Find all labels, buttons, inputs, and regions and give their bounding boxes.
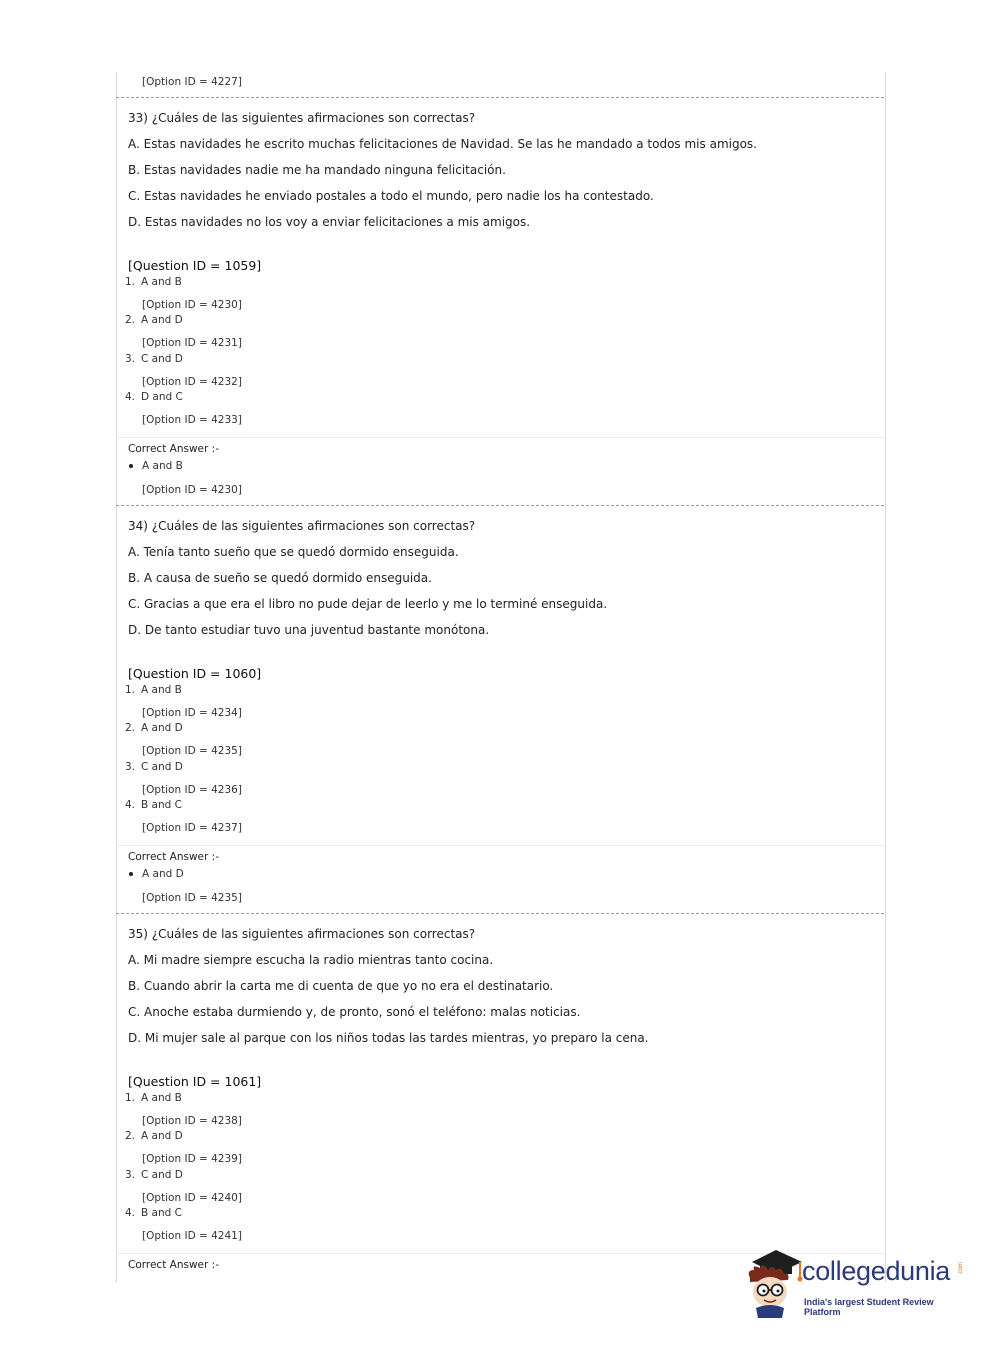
option-number: 4. [125,391,136,403]
option-text: D and C [141,391,183,403]
divider [116,437,884,438]
correct-answer-label: Correct Answer :- [128,851,219,863]
option-item [125,799,182,811]
option-number: 1. [125,276,136,288]
brand-name: collegedunia [802,1256,951,1286]
option-item [125,391,183,403]
option-number: 2. [125,314,136,326]
option-id: [Option ID = 4232] [142,376,242,388]
option-number: 2. [125,722,136,734]
question-title: 35) ¿Cuáles de las siguientes afirmaciones son correctas? [128,927,476,941]
option-id: [Option ID = 4230] [142,299,242,311]
option-item [125,722,183,734]
statement-d: D. Mi mujer sale al parque con los niños todas las tardes mientras, yo preparo la cena. [128,1031,649,1045]
statement-c: C. Estas navidades he enviado postales a todo el mundo, pero nadie los ha contestado. [128,189,654,203]
option-id: [Option ID = 4239] [142,1153,242,1165]
option-number: 4. [125,1207,136,1219]
divider [116,97,884,98]
statement-b: B. Estas navidades nadie me ha mandado ninguna felicitación. [128,163,506,177]
correct-answer-text: A and D [142,868,184,880]
option-id: [Option ID = 4235] [142,892,242,904]
option-item [125,1092,182,1104]
divider [116,505,884,506]
option-id: [Option ID = 4230] [142,484,242,496]
option-id: [Option ID = 4233] [142,414,242,426]
option-text: B and C [141,1207,182,1219]
option-id: [Option ID = 4241] [142,1230,242,1242]
divider [116,913,884,914]
statement-b: B. Cuando abrir la carta me di cuenta de que yo no era el destinatario. [128,979,554,993]
brand-suffix: .com [958,1262,964,1276]
option-id: [Option ID = 4240] [142,1192,242,1204]
correct-answer [128,460,183,472]
option-item [125,1130,183,1142]
divider [116,845,884,846]
option-id: [Option ID = 4235] [142,745,242,757]
option-item [125,353,183,365]
option-id: [Option ID = 4236] [142,784,242,796]
option-text: A and D [141,722,183,734]
correct-answer-text: A and B [142,460,183,472]
option-id: [Option ID = 4237] [142,822,242,834]
question-title: 33) ¿Cuáles de las siguientes afirmaciones son correctas? [128,111,476,125]
option-number: 1. [125,1092,136,1104]
collegedunia-logo [742,1248,972,1320]
option-item [125,276,182,288]
option-id: [Option ID = 4231] [142,337,242,349]
option-text: A and B [141,276,182,288]
mascot-icon [742,1248,804,1320]
option-text: B and C [141,799,182,811]
option-id: [Option ID = 4227] [142,76,242,88]
option-text: C and D [141,761,183,773]
statement-d: D. Estas navidades no los voy a enviar felicitaciones a mis amigos. [128,215,531,229]
option-id: [Option ID = 4234] [142,707,242,719]
correct-answer-label: Correct Answer :- [128,1259,219,1271]
statement-c: C. Anoche estaba durmiendo y, de pronto, sonó el teléfono: malas noticias. [128,1005,581,1019]
question-id: [Question ID = 1061] [128,1074,262,1089]
correct-answer [128,868,184,880]
statement-c: C. Gracias a que era el libro no pude dejar de leerlo y me lo terminé enseguida. [128,597,608,611]
option-text: C and D [141,1169,183,1181]
option-text: C and D [141,353,183,365]
statement-b: B. A causa de sueño se quedó dormido enseguida. [128,571,432,585]
option-text: A and D [141,314,183,326]
bullet-icon [129,464,133,468]
option-number: 1. [125,684,136,696]
option-item [125,1169,183,1181]
statement-a: A. Mi madre siempre escucha la radio mientras tanto cocina. [128,953,494,967]
option-text: A and D [141,1130,183,1142]
statement-a: A. Tenía tanto sueño que se quedó dormido enseguida. [128,545,459,559]
option-item [125,1207,182,1219]
option-number: 4. [125,799,136,811]
option-text: A and B [141,1092,182,1104]
option-item [125,761,183,773]
correct-answer-label: Correct Answer :- [128,443,219,455]
option-number: 2. [125,1130,136,1142]
option-number: 3. [125,353,136,365]
option-id: [Option ID = 4238] [142,1115,242,1127]
option-text: A and B [141,684,182,696]
option-item [125,684,182,696]
statement-a: A. Estas navidades he escrito muchas felicitaciones de Navidad. Se las he mandado a todos mis amigos. [128,137,757,151]
brand-tagline: India's largest Student Review Platform [804,1297,934,1317]
bullet-icon [129,872,133,876]
question-id: [Question ID = 1059] [128,258,262,273]
statement-d: D. De tanto estudiar tuvo una juventud bastante monótona. [128,623,490,637]
option-item [125,314,183,326]
question-id: [Question ID = 1060] [128,666,262,681]
question-title: 34) ¿Cuáles de las siguientes afirmaciones son correctas? [128,519,476,533]
option-number: 3. [125,1169,136,1181]
option-number: 3. [125,761,136,773]
